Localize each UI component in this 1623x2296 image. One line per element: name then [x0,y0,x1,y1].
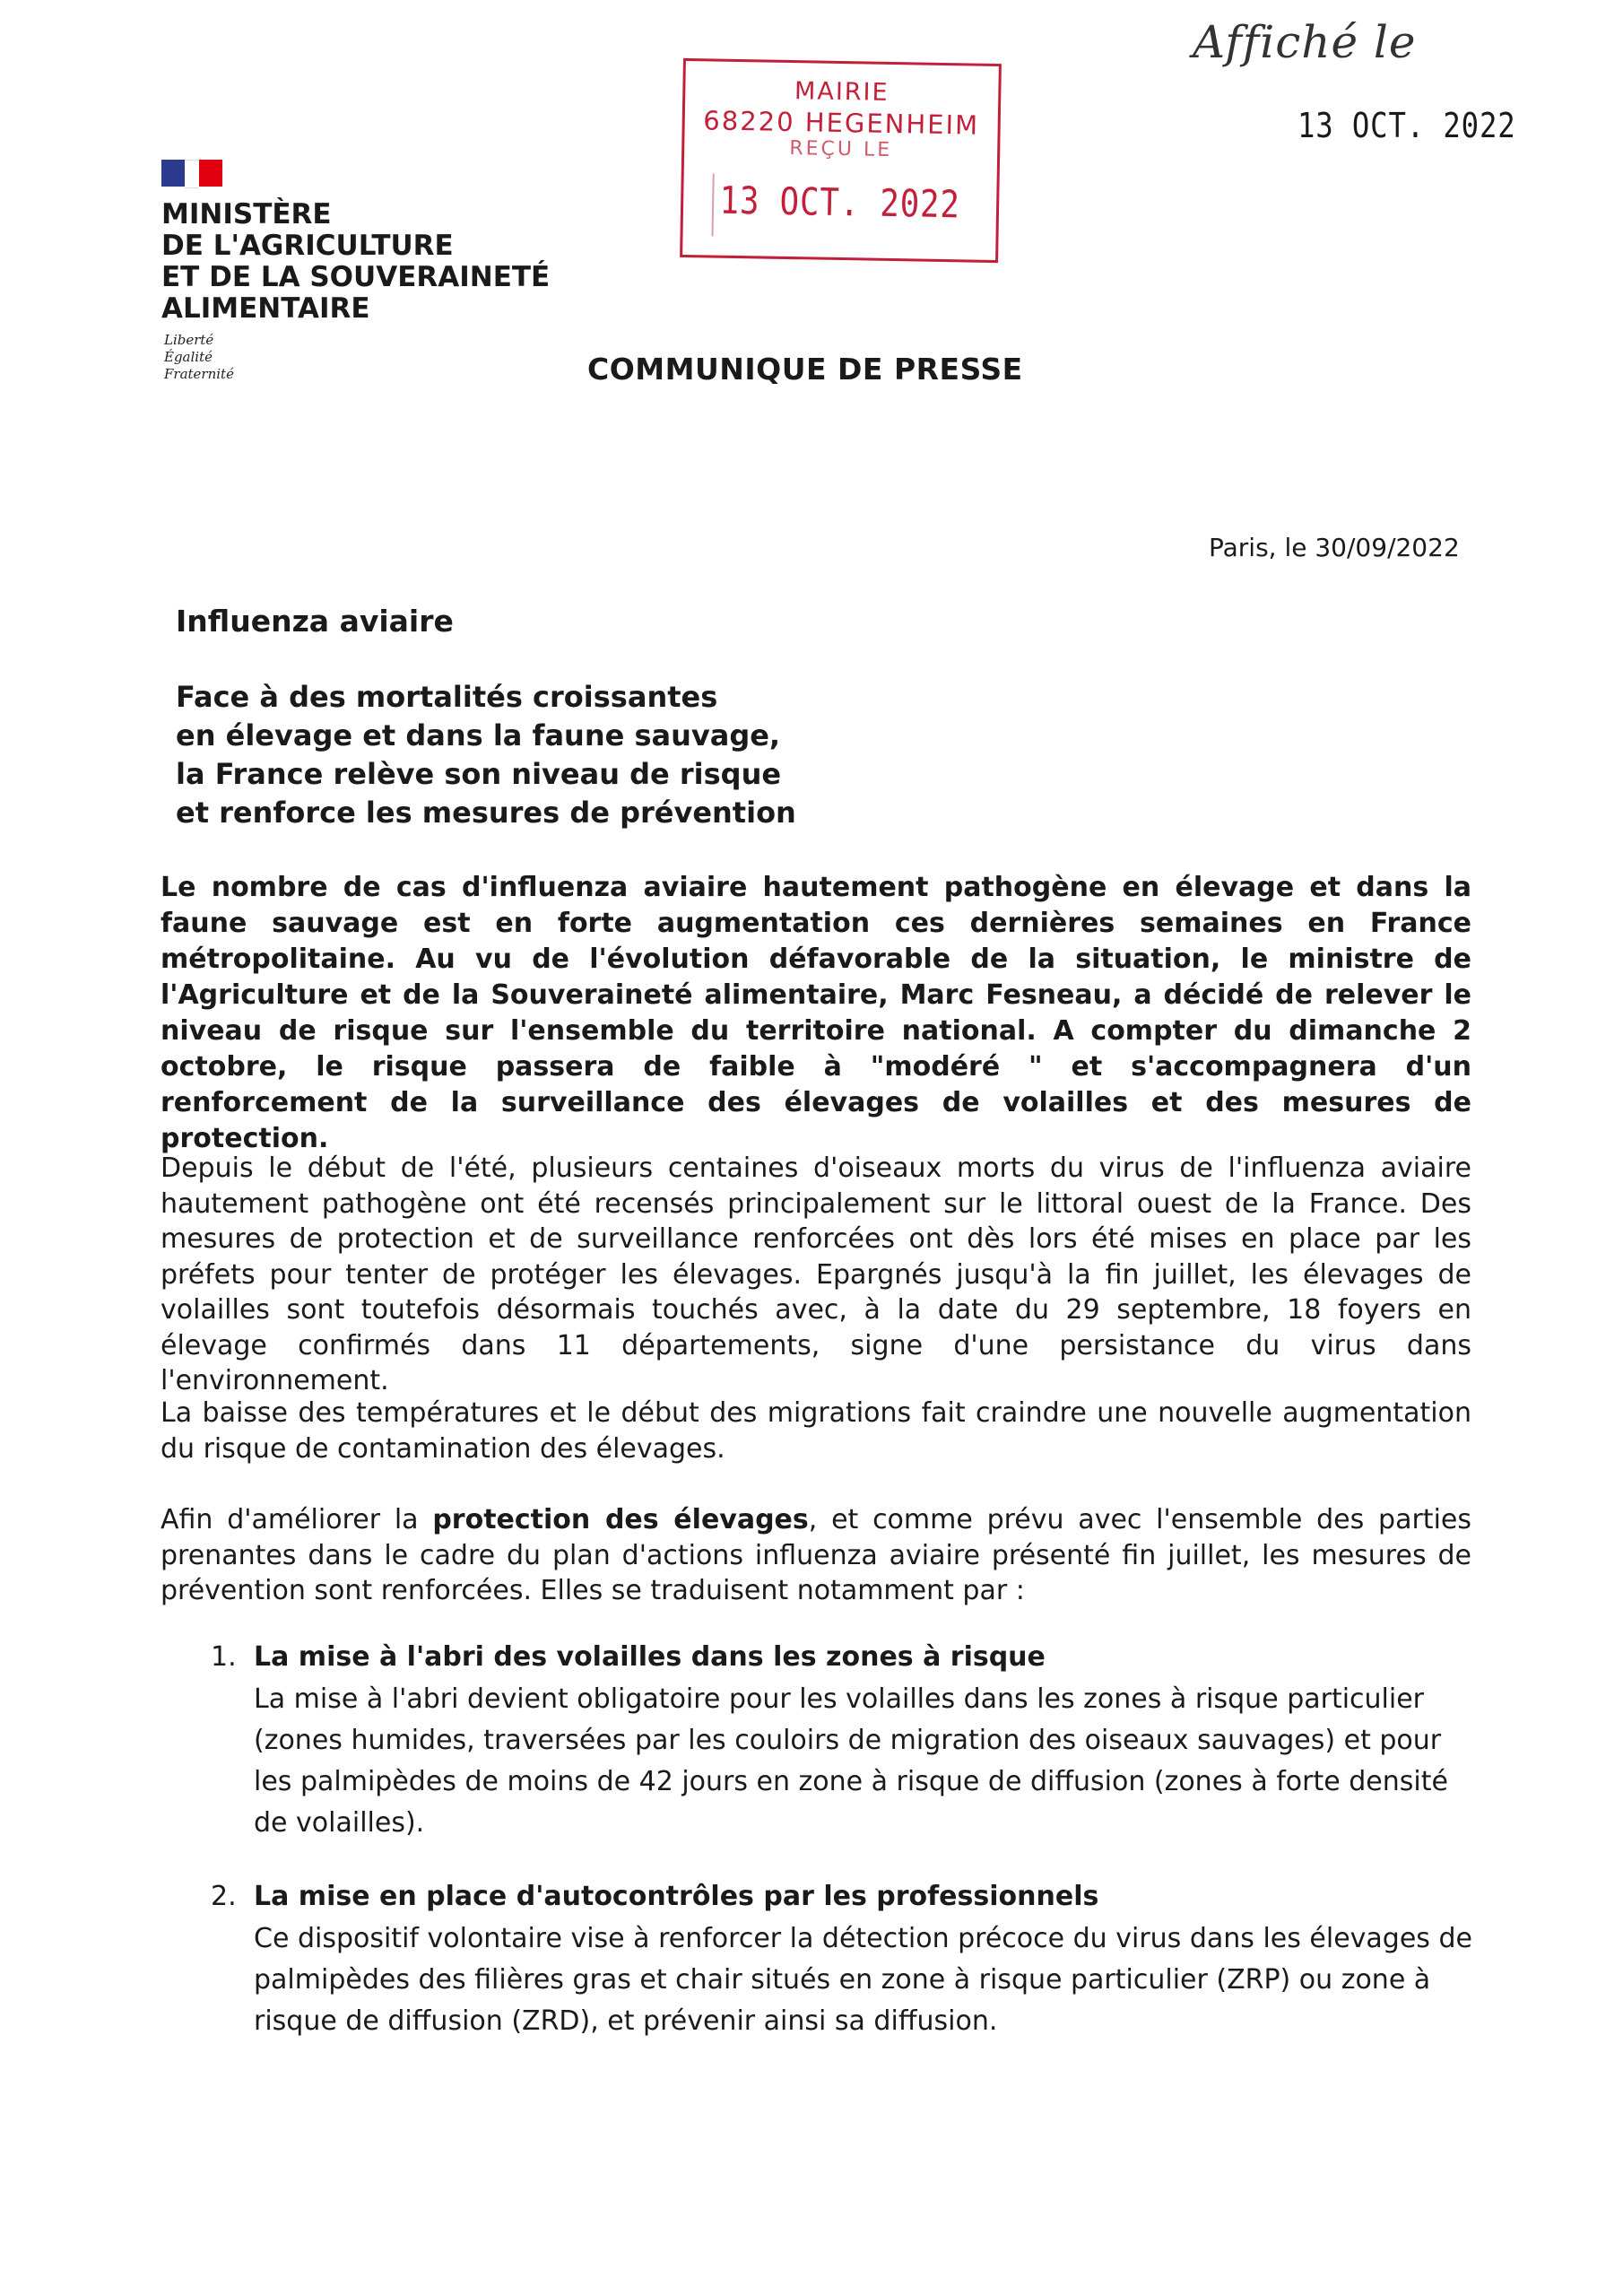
body-paragraph: Depuis le début de l'été, plusieurs centaines d'oiseaux morts du virus de l'influenza aviaire hautement pathogène ont été recensés principalement sur le littoral ouest de la France. Des mesures de protection et de surveillance renforcées ont dès lors été mises en place par les préfets pour tenter de protéger les élevages. Epargnés jusqu'à la fin juillet, les élevages de volailles sont toutefois désormais touchés avec, à la date du 29 septembre, 18 foyers en élevage confirmés dans 11 départements, signe d'une persistance du virus dans l'environnement. [161,1152,1471,1396]
ministry-line: DE L'AGRICULTURE [161,230,454,262]
republic-motto [164,332,234,383]
headline-line: en élevage et dans la faune sauvage, [176,718,781,752]
stamp-date: 13 OCT. 2022 [719,178,961,227]
motto-line: Égalité [164,349,213,365]
motto-line: Fraternité [164,366,234,382]
posting-date-stamp: 13 OCT. 2022 [1298,106,1516,145]
lead-paragraph: Le nombre de cas d'influenza aviaire hautement pathogène en élevage et dans la faune sauvage est en forte augmentation ces dernières semaines en France métropolitaine. Au vu de l'évolution défavorable de la situation, le ministre de l'Agriculture et de la Souveraineté alimentaire, Marc Fesneau, a décidé de relever le niveau de risque sur l'ensemble du territoire national. A compter du dimanche 2 octobre, le risque passera de faible à "modéré " et s'accompagnera d'un renforcement de la surveillance des élevages de volailles et des mesures de protection. [161,872,1471,1154]
motto-line: Liberté [164,332,214,348]
handwritten-note: Affiché le [1193,16,1417,68]
headline-line: et renforce les mesures de prévention [176,796,796,830]
list-item-text: Ce dispositif volontaire vise à renforcer la détection précoce du virus dans les élevages de palmipèdes des filières gras et chair situés en zone à risque particulier (ZRP) ou zone à risque de diffusion (ZRD), et prévenir ainsi sa diffusion. [254,1923,1472,2037]
stamp-line: 68220 HEGENHEIM [703,105,980,141]
ministry-line: ET DE LA SOUVERAINETÉ [161,261,551,293]
headline-line: la France relève son niveau de risque [176,757,782,791]
stamp-line: REÇU LE [789,137,893,162]
place-and-date: Paris, le 30/09/2022 [1209,533,1460,562]
headline [176,678,796,832]
paragraph-text: , et comme prévu avec l'ensemble des parties prenantes dans le cadre du plan d'actions influenza aviaire présenté fin juillet, les mesures de prévention sont renforcées. Elles se traduisent notamment par : [161,1504,1471,1606]
list-item-text: La mise à l'abri devient obligatoire pour les volailles dans les zones à risque particulier (zones humides, traversées par les couloirs de migration des oiseaux sauvages) et pour les palmipèdes de moins de 42 jours en zone à risque de diffusion (zones à forte densité de volailles). [254,1683,1448,1839]
body-paragraph [161,1502,1471,1609]
body-paragraph: La baisse des températures et le début des migrations fait craindre une nouvelle augmentation du risque de contamination des élevages. [161,1397,1471,1465]
ministry-name [161,199,550,325]
list-number: 1. [211,1641,237,1673]
ministry-line: MINISTÈRE [161,198,332,230]
list-item-title: La mise en place d'autocontrôles par les professionnels [254,1881,1099,1912]
press-release-title: COMMUNIQUE DE PRESSE [587,352,1023,387]
subject-heading: Influenza aviaire [176,604,454,639]
ministry-line: ALIMENTAIRE [161,292,370,325]
paragraph-text: Afin d'améliorer la [161,1504,433,1535]
town-hall-received-stamp [680,58,1002,263]
list-number: 2. [211,1881,237,1912]
emphasis-text: protection des élevages [432,1504,809,1535]
stamp-line: MAIRIE [794,77,890,107]
list-item-title: La mise à l'abri des volailles dans les zones à risque [254,1641,1046,1673]
french-flag-logo [161,160,222,187]
headline-line: Face à des mortalités croissantes [176,680,718,714]
